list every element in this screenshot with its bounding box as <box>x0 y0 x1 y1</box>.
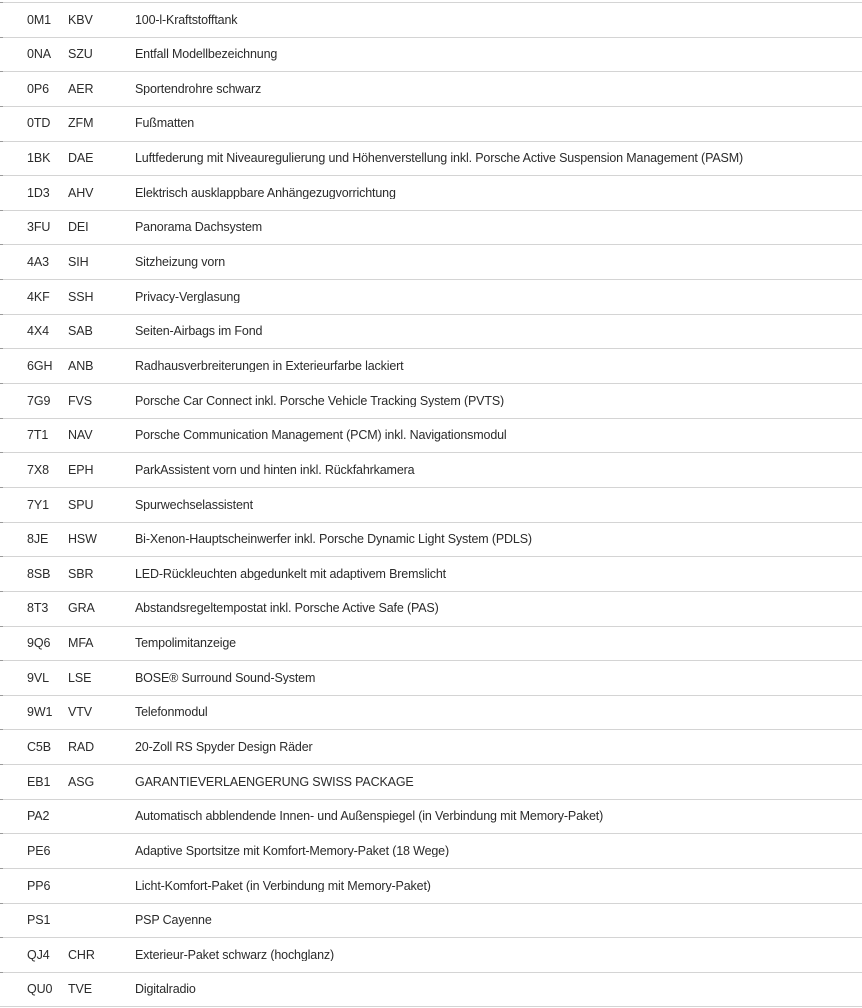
option-description: Abstandsregeltempostat inkl. Porsche Active Safe (PAS) <box>135 602 439 615</box>
option-abbreviation: EPH <box>68 462 94 477</box>
option-code: QU0 <box>27 982 53 996</box>
table-row <box>0 729 862 764</box>
option-description: Sitzheizung vorn <box>135 256 226 269</box>
table-row <box>0 37 862 72</box>
option-code: 7X8 <box>27 462 49 477</box>
option-code: 0NA <box>27 47 52 62</box>
option-code: 9VL <box>27 670 49 685</box>
option-code: 8T3 <box>27 601 49 616</box>
option-abbreviation: LSE <box>68 670 92 685</box>
option-abbreviation: AER <box>68 81 94 96</box>
option-abbreviation: SIH <box>68 255 89 270</box>
table-row <box>0 972 862 1007</box>
option-code: PS1 <box>27 913 51 928</box>
option-code: 8JE <box>27 532 49 547</box>
option-abbreviation: HSW <box>68 532 97 547</box>
option-code: 7G9 <box>27 393 51 408</box>
option-description: Luftfederung mit Niveauregulierung und Höhenverstellung inkl. Porsche Active Suspension Management (PASM) <box>135 152 743 165</box>
option-description: Automatisch abblendende Innen- und Außenspiegel (in Verbindung mit Memory-Paket) <box>135 810 604 823</box>
table-row <box>0 383 862 418</box>
option-abbreviation: FVS <box>68 393 93 408</box>
option-abbreviation: DAE <box>68 151 94 166</box>
table-row <box>0 660 862 695</box>
option-description: Porsche Communication Management (PCM) inkl. Navigationsmodul <box>135 429 507 442</box>
option-code: 0P6 <box>27 81 49 96</box>
table-row <box>0 591 862 626</box>
option-description: ParkAssistent vorn und hinten inkl. Rückfahrkamera <box>135 463 415 477</box>
option-abbreviation: NAV <box>68 428 93 443</box>
option-description: Panorama Dachsystem <box>135 221 263 234</box>
option-code: 7Y1 <box>27 497 49 512</box>
option-description: Seiten-Airbags im Fond <box>135 325 263 338</box>
option-code: 4KF <box>27 289 50 304</box>
option-description: 20-Zoll RS Spyder Design Räder <box>135 741 313 754</box>
table-row <box>0 348 862 383</box>
option-code: 1BK <box>27 151 51 166</box>
option-description: Licht-Komfort-Paket (in Verbindung mit Memory-Paket) <box>135 879 431 893</box>
table-row <box>0 71 862 106</box>
option-code: PP6 <box>27 878 51 893</box>
option-code: 1D3 <box>27 185 50 200</box>
option-description: Spurwechselassistent <box>135 498 253 512</box>
option-abbreviation: AHV <box>68 185 94 200</box>
table-row <box>0 487 862 522</box>
table-row <box>0 937 862 972</box>
option-abbreviation: SAB <box>68 324 93 339</box>
option-abbreviation: ZFM <box>68 116 94 131</box>
option-abbreviation: VTV <box>68 705 93 720</box>
option-description: 100-l-Kraftstofftank <box>135 13 238 27</box>
option-code: EB1 <box>27 774 51 789</box>
option-description: Fußmatten <box>135 117 195 130</box>
option-abbreviation: DEI <box>68 220 89 235</box>
option-code: 3FU <box>27 220 51 235</box>
option-description: Porsche Car Connect inkl. Porsche Vehicle Tracking System (PVTS) <box>135 394 505 408</box>
option-description: Exterieur-Paket schwarz (hochglanz) <box>135 948 334 962</box>
table-row <box>0 903 862 938</box>
option-description: Tempolimitanzeige <box>135 637 236 650</box>
option-abbreviation: GRA <box>68 601 95 616</box>
equipment-options-table <box>0 2 862 1007</box>
table-row <box>0 314 862 349</box>
option-code: 6GH <box>27 358 53 373</box>
table-row <box>0 695 862 730</box>
option-code: 9Q6 <box>27 636 51 651</box>
table-row <box>0 833 862 868</box>
option-description: Sportendrohre schwarz <box>135 82 262 96</box>
option-abbreviation: MFA <box>68 636 94 651</box>
table-row <box>0 799 862 834</box>
option-description: Adaptive Sportsitze mit Komfort-Memory-Paket (18 Wege) <box>135 844 450 858</box>
table-row <box>0 279 862 314</box>
option-code: 0M1 <box>27 12 52 27</box>
table-row <box>0 210 862 245</box>
table-row <box>0 106 862 141</box>
option-description: Elektrisch ausklappbare Anhängezugvorrichtung <box>135 186 396 200</box>
table-row <box>0 141 862 176</box>
table-row <box>0 2 862 37</box>
option-abbreviation: SBR <box>68 566 94 581</box>
option-code: 4X4 <box>27 324 49 339</box>
option-description: BOSE® Surround Sound-System <box>135 671 316 685</box>
option-code: PE6 <box>27 843 51 858</box>
table-row <box>0 452 862 487</box>
option-description: Bi-Xenon-Hauptscheinwerfer inkl. Porsche Dynamic Light System (PDLS) <box>135 533 532 546</box>
option-code: 4A3 <box>27 255 49 270</box>
option-abbreviation: SZU <box>68 47 93 62</box>
option-abbreviation: SSH <box>68 289 94 304</box>
option-code: PA2 <box>27 809 50 824</box>
option-code: 7T1 <box>27 428 49 443</box>
option-abbreviation: ANB <box>68 358 94 373</box>
option-description: Telefonmodul <box>135 706 208 719</box>
option-abbreviation: SPU <box>68 497 94 512</box>
option-description: Digitalradio <box>135 983 196 996</box>
table-row <box>0 764 862 799</box>
option-code: 0TD <box>27 116 51 131</box>
option-code: C5B <box>27 740 52 755</box>
table-row <box>0 175 862 210</box>
option-abbreviation: ASG <box>68 774 95 789</box>
option-description: Entfall Modellbezeichnung <box>135 48 278 61</box>
option-abbreviation: TVE <box>68 982 93 996</box>
table-row <box>0 244 862 279</box>
option-abbreviation: RAD <box>68 740 95 755</box>
table-row <box>0 418 862 453</box>
table-row <box>0 522 862 557</box>
option-code: 9W1 <box>27 705 53 720</box>
option-description: LED-Rückleuchten abgedunkelt mit adaptivem Bremslicht <box>135 567 446 581</box>
table-row <box>0 868 862 903</box>
table-row <box>0 626 862 661</box>
option-description: PSP Cayenne <box>135 914 212 927</box>
table-row <box>0 556 862 591</box>
option-code: 8SB <box>27 566 51 581</box>
option-abbreviation: KBV <box>68 12 93 27</box>
option-abbreviation: CHR <box>68 947 95 962</box>
option-description: GARANTIEVERLAENGERUNG SWISS PACKAGE <box>135 775 414 789</box>
option-description: Radhausverbreiterungen in Exterieurfarbe lackiert <box>135 359 404 373</box>
option-code: QJ4 <box>27 947 50 962</box>
option-description: Privacy-Verglasung <box>135 290 240 304</box>
